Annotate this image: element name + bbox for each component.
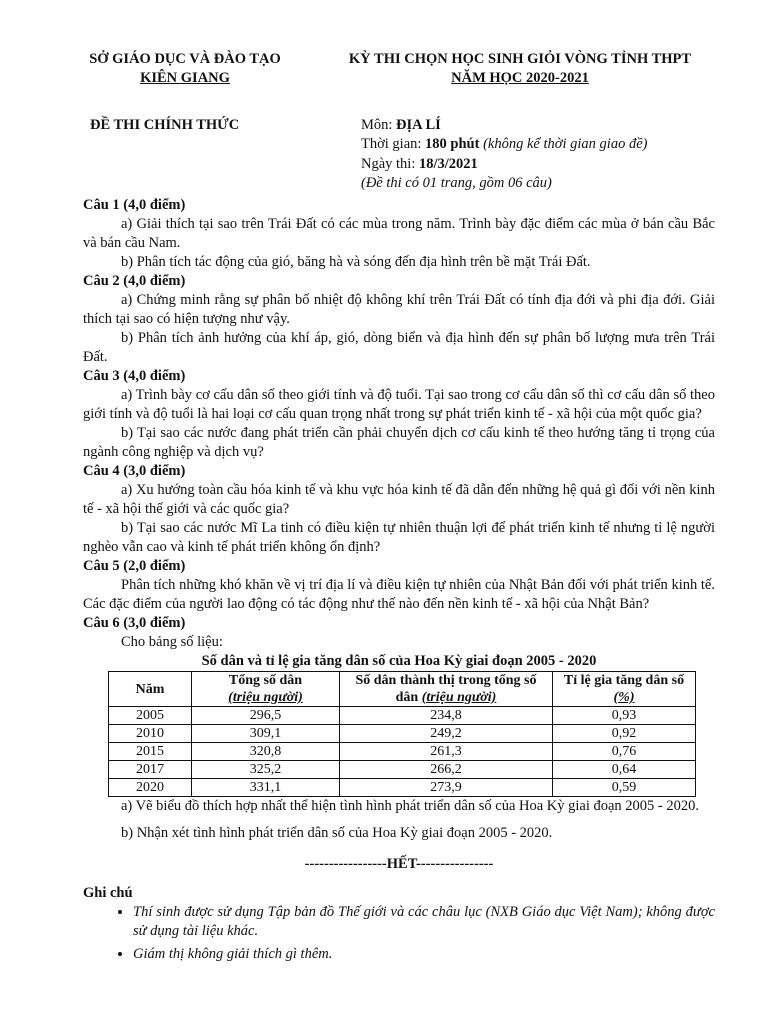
question-title: Câu 1 (4,0 điểm) [83,197,186,213]
question-title: Câu 6 (3,0 điểm) [83,615,186,631]
time-line: Thời gian: 180 phút (không kể thời gian giao đề) [361,136,648,153]
question-6 [83,614,715,843]
notes-list [83,903,715,964]
question-4 [83,462,715,557]
question-1 [83,196,715,272]
table-row: 2005 296,5 234,8 0,93 [109,707,696,725]
question-part: a) Trình bày cơ cấu dân số theo giới tính và độ tuổi. Tại sao trong cơ cấu dân số thì cơ cấu dân số theo giới tính và độ tuổi là hai loại cơ cấu quan trọng nhất trong sự phát triển kinh tế - xã hội của một quốc gia? [83,387,715,422]
question-part: b) Tại sao các nước Mĩ La tinh có điều kiện tự nhiên thuận lợi để phát triển kinh tế nhưng tỉ lệ người nghèo vẫn cao và kinh tế phát triển không ổn định? [83,520,715,555]
table-row: 2020 331,1 273,9 0,59 [109,779,696,797]
question-title: Câu 5 (2,0 điểm) [83,558,186,574]
question-part: a) Giải thích tại sao trên Trái Đất có các mùa trong năm. Trình bày đặc điểm các mùa ở bán cầu Bắc và bán cầu Nam. [83,216,715,251]
exam-header [325,50,715,88]
question-part: a) Chứng minh rằng sự phân bố nhiệt độ không khí trên Trái Đất có tính địa đới và phi địa đới. Giải thích tại sao có hiện tượng như vậy. [83,292,715,327]
question-3 [83,367,715,462]
time-value: 180 phút [425,136,480,153]
official-exam-label: ĐỀ THI CHÍNH THỨC [90,117,240,133]
question-5 [83,557,715,614]
header-total: Tổng số dân (triệu người) [192,672,340,707]
date-value: 18/3/2021 [419,155,478,172]
time-note: (không kể thời gian giao đề) [479,136,648,153]
table-header-row [109,672,696,707]
table-title: Số dân và tỉ lệ gia tăng dân số của Hoa Kỳ giai đoạn 2005 - 2020 [201,653,597,669]
notes-title: Ghi chú [83,885,133,901]
question-title: Câu 2 (4,0 điểm) [83,273,186,289]
province-name: KIÊN GIANG [140,69,230,86]
table-row: 2015 320,8 261,3 0,76 [109,743,696,761]
department-header [70,50,300,88]
department-name: SỞ GIÁO DỤC VÀ ĐÀO TẠO [89,51,281,67]
end-mark: -----------------HẾT---------------- [304,856,494,872]
question-part: b) Nhận xét tình hình phát triển dân số của Hoa Kỳ giai đoạn 2005 - 2020. [121,825,553,841]
note-item: • Thí sinh được sử dụng Tập bản đồ Thế giới và các châu lục (NXB Giáo dục Việt Nam); không được sử dụng tài liệu khác. [133,903,715,941]
question-part: b) Phân tích ảnh hưởng của khí áp, gió, dòng biển và địa hình đến sự phân bố lượng mưa trên Trái Đất. [83,330,715,365]
table-row: 2010 309,1 249,2 0,92 [109,725,696,743]
table-row: 2017 325,2 266,2 0,64 [109,761,696,779]
pages-note: (Đề thi có 01 trang, gồm 06 câu) [361,175,552,192]
exam-body [83,196,715,968]
header-year: Năm [109,672,192,707]
subject: ĐỊA LÍ [396,117,441,133]
exam-meta [361,116,741,194]
question-2 [83,272,715,367]
table-intro: Cho bảng số liệu: [121,634,223,650]
exam-name: KỲ THI CHỌN HỌC SINH GIỎI VÒNG TỈNH THPT [348,51,692,67]
question-part: Phân tích những khó khăn về vị trí địa lí và điều kiện tự nhiên của Nhật Bản đối với phát triển kinh tế. Các đặc điểm của người lao động có tác động như thế nào đến nền kinh tế - xã hội của Nhật Bản? [83,577,715,612]
question-title: Câu 4 (3,0 điểm) [83,463,186,479]
question-part: b) Tại sao các nước đang phát triển cần phải chuyển dịch cơ cấu kinh tế theo hướng tăng tỉ trọng của ngành công nghiệp và dịch vụ? [83,425,715,460]
date-line: Ngày thi: 18/3/2021 [361,155,478,172]
population-table [108,671,696,797]
note-item: • Giám thị không giải thích gì thêm. [133,945,715,964]
header-urban: Số dân thành thị trong tổng số dân (triệu người) [340,672,553,707]
header-growth: Tỉ lệ gia tăng dân số (%) [553,672,696,707]
school-year: NĂM HỌC 2020-2021 [451,69,589,86]
question-part: b) Phân tích tác động của gió, băng hà và sóng đến địa hình trên bề mặt Trái Đất. [121,254,591,270]
question-part: a) Vẽ biểu đồ thích hợp nhất thể hiện tình hình phát triển dân số của Hoa Kỳ giai đoạn 2005 - 2020. [121,798,700,814]
question-part: a) Xu hướng toàn cầu hóa kinh tế và khu vực hóa kinh tế đã dẫn đến những hệ quả gì đối với nền kinh tế - xã hội thế giới và các quốc gia? [83,482,715,517]
question-title: Câu 3 (4,0 điểm) [83,368,186,384]
subject-line: Môn: ĐỊA LÍ [361,117,441,133]
